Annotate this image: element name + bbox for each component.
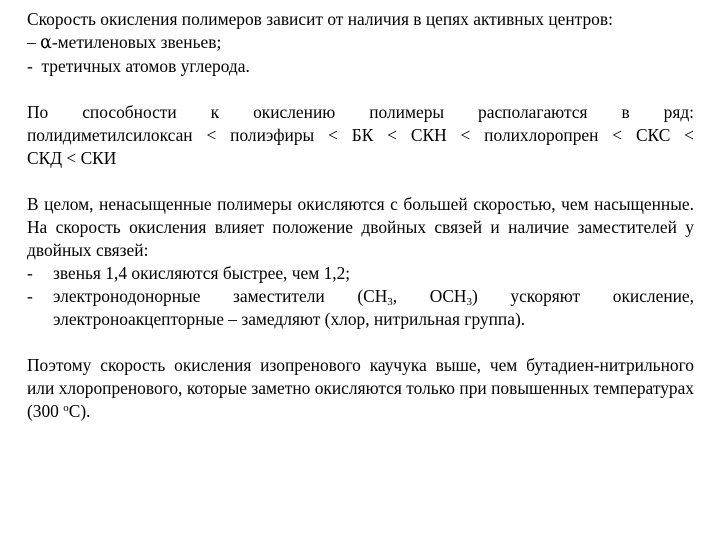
bullet-item-2 <box>27 285 694 331</box>
oxidation-series-line-3 <box>27 147 694 170</box>
conclusion-text: Поэтому скорость окисления изопренового каучука выше, чем бутадиен-нитрильного или хлоропренового, которые заметно окисляются только при повышенных температурах (300 <box>27 355 694 421</box>
alpha-symbol: α <box>40 33 52 53</box>
subscript-3: 3 <box>387 296 393 308</box>
alpha-methylene-item <box>27 31 694 55</box>
alpha-methylene-text: -метиленовых звеньев; <box>51 32 222 52</box>
conclusion-end: C). <box>68 401 91 421</box>
tertiary-carbon-item <box>27 55 694 78</box>
unsaturated-intro-text: В целом, ненасыщенные полимеры окисляются с большей скоростью, чем насыщенные. На скорость окисления влияет положение двойных связей и наличие заместителей у двойных связей: <box>27 194 694 260</box>
oxidation-series-text-2: полидиметилсилоксан < полиэфиры < БК < СКН < полихлоропрен < СКС < <box>27 125 694 145</box>
bullet-text-1: звенья 1,4 окисляются быстрее, чем 1,2; <box>53 263 351 283</box>
bullet-dash: - <box>27 263 33 283</box>
list-dash: - <box>27 56 33 76</box>
tertiary-carbon-text: третичных атомов углерода. <box>41 56 250 76</box>
bullet-item-1 <box>27 262 694 285</box>
bullet2-mid: , OCH <box>392 286 467 306</box>
list-dash: – <box>27 32 36 52</box>
bullet-text-2 <box>53 285 694 331</box>
oxidation-series-line-1 <box>27 101 694 124</box>
paragraph-gap <box>27 78 694 101</box>
document-page <box>27 8 694 423</box>
bullet2-pre: электронодонорные заместители (CH <box>53 286 388 306</box>
conclusion-paragraph <box>27 354 694 423</box>
bullet2-post: ) ускоряют окисление, электроноакцепторные – замедляют (хлор, нитрильная группа). <box>53 286 694 329</box>
oxidation-series-text-3: СКД < СКИ <box>27 148 117 168</box>
active-centers-intro <box>27 8 694 31</box>
paragraph-gap <box>27 331 694 354</box>
active-centers-intro-text: Скорость окисления полимеров зависит от наличия в цепях активных центров: <box>27 9 613 29</box>
unsaturated-intro <box>27 193 694 262</box>
bullet-dash: - <box>27 286 33 306</box>
oxidation-series-line-2 <box>27 124 694 147</box>
oxidation-series-text-1: По способности к окислению полимеры располагаются в ряд: <box>27 102 694 122</box>
paragraph-gap <box>27 170 694 193</box>
degree-superscript: o <box>63 402 69 414</box>
subscript-3: 3 <box>466 296 472 308</box>
